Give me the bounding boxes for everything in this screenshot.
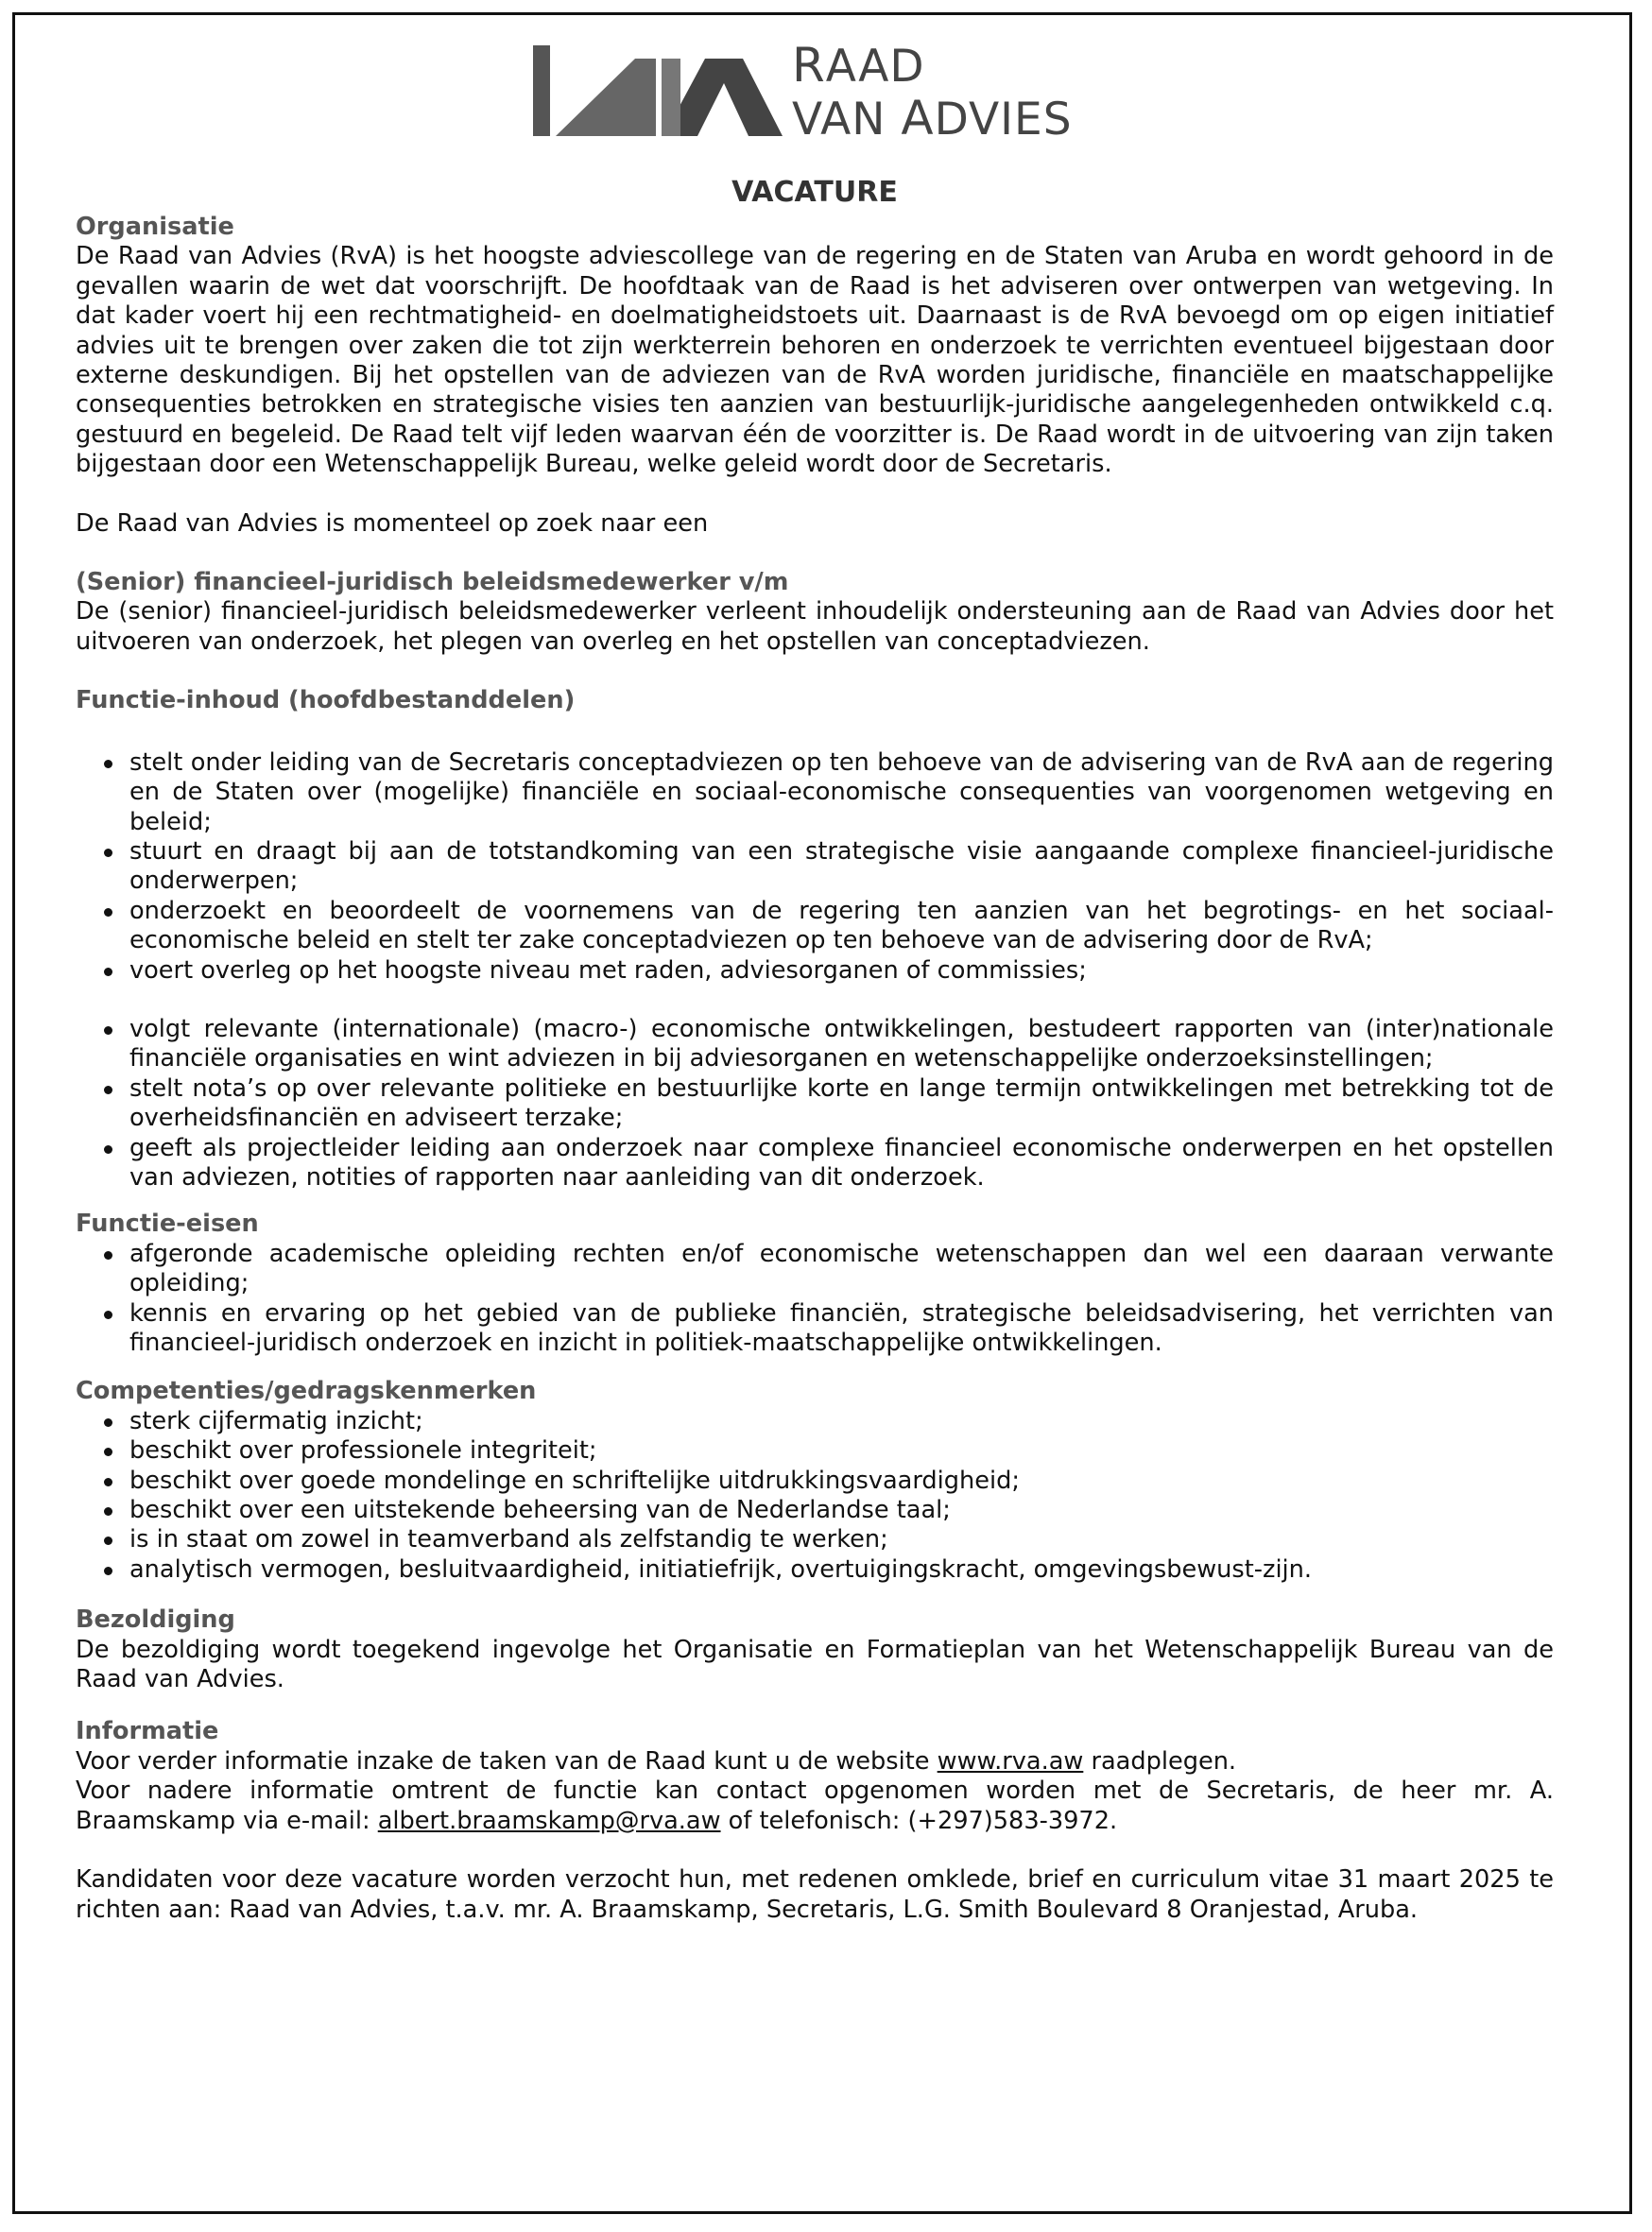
competenties-heading: Competenties/gedragskenmerken bbox=[76, 1377, 537, 1406]
informatie-heading: Informatie bbox=[76, 1717, 219, 1746]
list-item: volgt relevante (internationale) (macro-) economische ontwikkelingen, bestudeert rapporten van (inter)nationale financiële organisaties en wint adviezen in bij adviesorganen en wetenschappelijke onderzoeksinstellingen; bbox=[76, 1015, 1554, 1074]
list-item: afgeronde academische opleiding rechten en/of economische wetenschappen dan wel een daaraan verwante opleiding; bbox=[76, 1240, 1554, 1299]
organisatie-text: De Raad van Advies (RvA) is het hoogste adviescollege van de regering en de Staten van Aruba en wordt gehoord in de gevallen waarin de wet dat voorschrijft. De hoofdtaak van de Raad is het adviseren over ontwerpen van wetgeving. In dat kader voert hij een rechtmatigheid- en doelmatigheidstoets uit. Daarnaast is de RvA bevoegd om op eigen initiatief advies uit te brengen over zaken die tot zijn werkterrein behoren en onderzoek te verrichten eventueel bijgestaan door externe deskundigen. Bij het opstellen van de adviezen van de RvA worden juridische, financiële en maatschappelijke consequenties betrokken en strategische visies ten aanzien van bestuurlijk-juridische aangelegenheden ontwikkeld c.q. gestuurd en begeleid. De Raad telt vijf leden waarvan één de voorzitter is. De Raad wordt in de uitvoering van zijn taken bijgestaan door een Wetenschappelijk Bureau, welke geleid wordt door de Secretaris. bbox=[76, 242, 1554, 479]
list-item: stelt onder leiding van de Secretaris conceptadviezen op ten behoeve van de advisering van de RvA aan de regering en de Staten over (mogelijke) financiële en sociaal-economische consequenties van voorgenomen wetgeving en beleid; bbox=[76, 748, 1554, 837]
informatie-line-2: Voor nadere informatie omtrent de functie kan contact opgenomen worden met de Secretaris, de heer mr. A. Braamskamp via e-mail: albert.braamskamp@rva.aw of telefonisch: (+297)583-3972. bbox=[76, 1777, 1554, 1835]
vacancy-content bbox=[76, 174, 1554, 1925]
bezoldiging-text: De bezoldiging wordt toegekend ingevolge het Organisatie en Formatieplan van het Wetenschappelijk Bureau van de Raad van Advies. bbox=[76, 1635, 1554, 1694]
page-title: VACATURE bbox=[731, 176, 898, 209]
functie-eisen-list bbox=[76, 1240, 1554, 1359]
informatie-line-1: Voor verder informatie inzake de taken van de Raad kunt u de website www.rva.aw raadplegen. bbox=[76, 1746, 1237, 1776]
bezoldiging-heading: Bezoldiging bbox=[76, 1605, 235, 1635]
functie-eisen-heading: Functie-eisen bbox=[76, 1210, 259, 1239]
list-item: voert overleg op het hoogste niveau met raden, adviesorganen of commissies; bbox=[76, 956, 1554, 986]
position-text: De (senior) financieel-juridisch beleidsmedewerker verleent inhoudelijk ondersteuning aan de Raad van Advies door het uitvoeren van onderzoek, het plegen van overleg en het opstellen van conceptadviezen. bbox=[76, 597, 1554, 656]
competenties-list bbox=[76, 1407, 1554, 1585]
website-link[interactable]: www.rva.aw bbox=[937, 1746, 1084, 1776]
list-item: sterk cijfermatig inzicht; bbox=[76, 1407, 1554, 1436]
list-item: analytisch vermogen, besluitvaardigheid, initiatiefrijk, overtuigingskracht, omgevingsbewust-zijn. bbox=[76, 1555, 1554, 1585]
logo-line-1: RAAD bbox=[792, 38, 925, 93]
functie-inhoud-list-b bbox=[76, 1015, 1554, 1193]
list-item: beschikt over een uitstekende beheersing van de Nederlandse taal; bbox=[76, 1496, 1554, 1525]
list-item: beschikt over professionele integriteit; bbox=[76, 1436, 1554, 1466]
list-item: stelt nota’s op over relevante politieke en bestuurlijke korte en lange termijn ontwikkelingen met betrekking tot de overheidsfinanciën en adviseert terzake; bbox=[76, 1074, 1554, 1134]
organisatie-heading: Organisatie bbox=[76, 213, 234, 241]
list-item: geeft als projectleider leiding aan onderzoek naar complexe financieel economische onderwerpen en het opstellen van adviezen, notities of rapporten naar aanleiding van dit onderzoek. bbox=[76, 1134, 1554, 1193]
list-item: kennis en ervaring op het gebied van de publieke financiën, strategische beleidsadvisering, het verrichten van financieel-juridisch onderzoek en inzicht in politiek-maatschappelijke ontwikkelingen. bbox=[76, 1299, 1554, 1359]
functie-inhoud-list-a bbox=[76, 748, 1554, 986]
closing-text: Kandidaten voor deze vacature worden verzocht hun, met redenen omklede, brief en curriculum vitae 31 maart 2025 te richten aan: Raad van Advies, t.a.v. mr. A. Braamskamp, Secretaris, L.G. Smith Boulevard 8 Oranjestad, Aruba. bbox=[76, 1865, 1554, 1924]
position-heading: (Senior) financieel-juridisch beleidsmedewerker v/m bbox=[76, 568, 789, 597]
email-link[interactable]: albert.braamskamp@rva.aw bbox=[377, 1806, 721, 1835]
list-item: is in staat om zowel in teamverband als zelfstandig te werken; bbox=[76, 1525, 1554, 1554]
logo-wordmark bbox=[792, 40, 1073, 146]
list-item: onderzoekt en beoordeelt de voornemens van de regering ten aanzien van het begrotings- en het sociaal-economische beleid en stelt ter zake conceptadviezen op ten behoeve van de advisering door de RvA; bbox=[76, 897, 1554, 956]
logo-line-2: VAN ADVIES bbox=[792, 91, 1073, 146]
intro-text: De Raad van Advies is momenteel op zoek naar een bbox=[76, 508, 709, 538]
functie-inhoud-heading: Functie-inhoud (hoofdbestanddelen) bbox=[76, 686, 576, 715]
list-item: stuurt en draagt bij aan de totstandkoming van een strategische visie aangaande complexe financieel-juridische onderwerpen; bbox=[76, 837, 1554, 897]
list-item: beschikt over goede mondelinge en schriftelijke uitdrukkingsvaardigheid; bbox=[76, 1467, 1554, 1496]
